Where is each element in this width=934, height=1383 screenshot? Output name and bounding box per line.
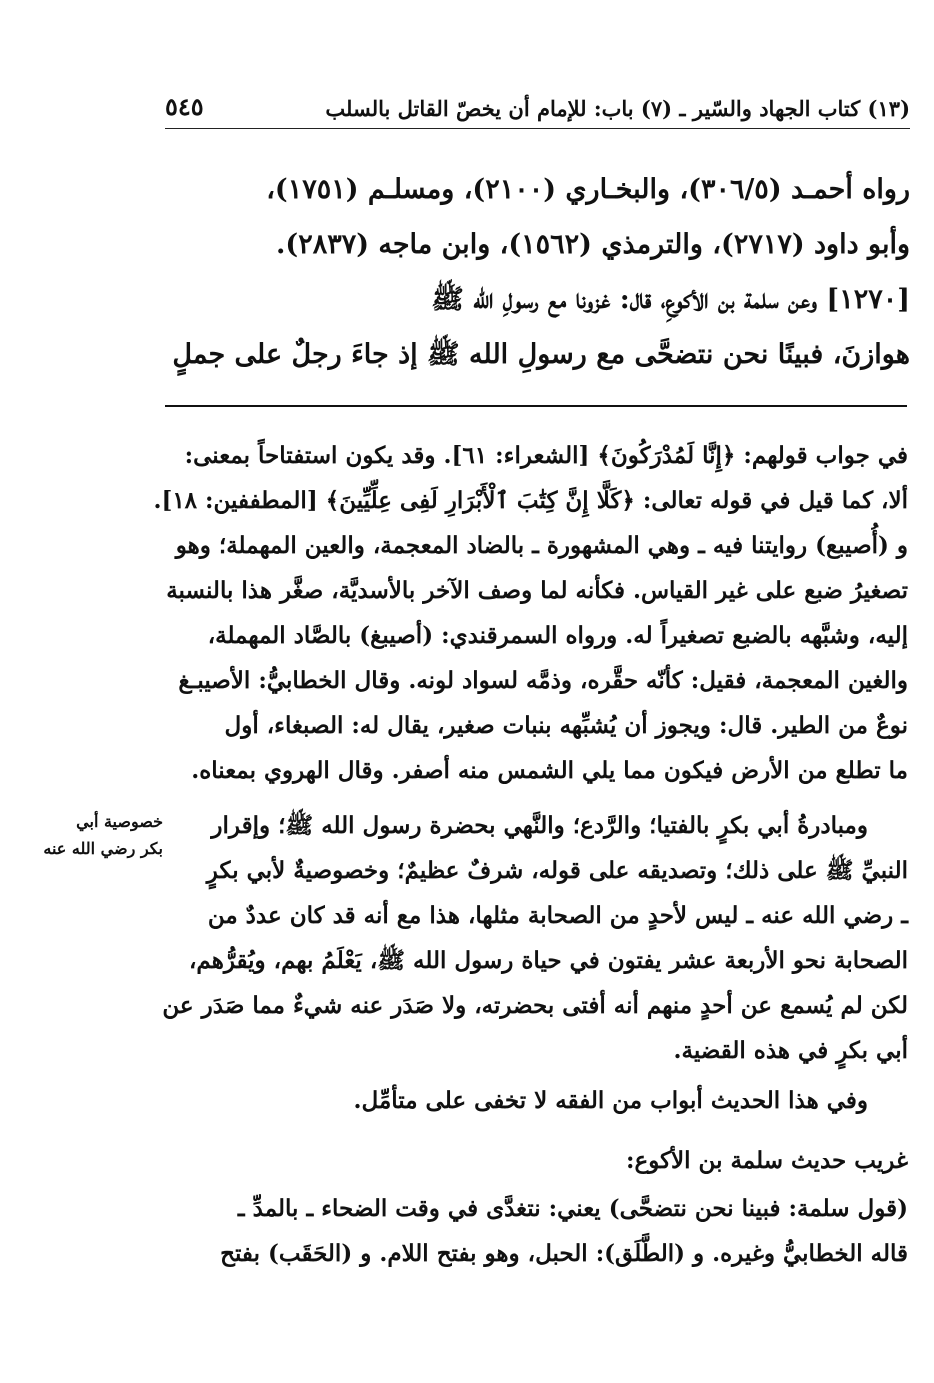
page-header [165,88,910,128]
commentary-paragraph-1 [153,433,908,793]
commentary-line: إليه، وشبَّهه بالضبع تصغيراً له. ورواه السمرقندي: (أصيبغ) بالصَّاد المهملة، [207,622,908,649]
commentary-line: و (أُصيبع) روايتنا فيه ـ وهي المشهورة ـ بالضاد المعجمة، والعين المهملة؛ وهو [175,532,908,559]
commentary-line: (قول سلمة: فبينا نحن نتضحَّى) يعني: نتغدَّى في وقت الضحاء ـ بالمدِّ ـ [237,1195,908,1222]
commentary-paragraph-3 [153,1078,908,1123]
commentary-line: تصغيرُ ضبع على غير القياس. فكأنه لما وصف الآخر بالأسديَّة، صغَّر هذا بالنسبة [166,577,908,604]
hadith-1270 [160,272,910,382]
commentary-line: في جواب قولهم: ﴿إِنَّا لَمُدْرَكُونَ﴾ [الشعراء: ٦١]. وقد يكون استفتاحاً بمعنى: [184,442,908,469]
commentary-line: لكن لم يُسمع عن أحدٍ منهم أنه أفتى بحضرته، ولا صَدَر عنه شيءٌ مما صَدَر عن [162,992,908,1019]
commentary-line: النبيِّ ﷺ على ذلك؛ وتصديقه على قوله، شرفٌ عظيمٌ؛ وخصوصيةٌ لأبي بكرٍ [206,857,908,884]
section-heading [153,1138,908,1183]
header-rule [165,128,910,129]
commentary-line: ألا، كما قيل في قوله تعالى: ﴿كَلَّا إِنَّ كِتَٰبَ ٱلْأَبْرَارِ لَفِى عِلِّيِّينَ﴾ [المطففين: ١٨]. [153,487,908,514]
commentary-paragraph-2 [163,803,908,1073]
commentary-line: ما تطلع من الأرض فيكون مما يلي الشمس منه أصفر. وقال الهروي بمعناه. [191,757,908,784]
margin-note [3,808,163,862]
heading-text: غريب حديث سلمة بن الأكوع: [626,1147,908,1174]
running-title: (١٣) كتاب الجهاد والسّير ـ (٧) باب: للإمام أن يخصّ القاتل بالسلب [325,96,910,121]
commentary-line: ـ رضي الله عنه ـ ليس لأحدٍ من الصحابة مثلها، هذا مع أنه قد كان عددٌ من [207,902,908,929]
commentary-line: وفي هذا الحديث أبواب من الفقه لا تخفى على متأمِّل. [353,1087,868,1114]
commentary-line: أبي بكرٍ في هذه القضية. [673,1037,908,1064]
margin-note-line: بكر رضي الله عنه [43,839,163,858]
page-number: ٥٤٥ [165,92,204,121]
hadith-line: [١٢٧٠] وعن سلمة بن الأكوعِ، قال: غزونا مع رسولِ الله ﷺ [431,284,910,315]
commentary-paragraph-4 [153,1186,908,1276]
margin-note-line: خصوصية أبي [76,812,163,831]
hadith-line: رواه أحمـد (٣٠٦/٥)، والبخـاري (٢١٠٠)، ومسلـم (١٧٥١)، [266,174,910,205]
commentary-line: نوعٌ من الطير. قال: ويجوز أن يُشبِّهه بنبات صغير، يقال له: الصبغاء، أول [224,712,908,739]
commentary-line: والغين المعجمة، فقيل: كأنّه حقَّره، وذمَّه لسواد لونه. وقال الخطابيُّ: الأصيبـغ [178,667,908,694]
hadith-text [160,162,910,272]
commentary-line: ومبادرةُ أبي بكرٍ بالفتيا؛ والرَّدع؛ والنَّهي بحضرة رسول الله ﷺ؛ وإقرار [211,812,868,839]
commentary-line: الصحابة نحو الأربعة عشر يفتون في حياة رسول الله ﷺ، يَعْلَمُ بهم، ويُقرُّهم، [188,947,908,974]
hadith-line: هوازنَ، فبينًا نحن نتضحَّى مع رسولِ الله ﷺ إذ جاءَ رجلٌ على جملٍ [172,339,910,370]
footnote-separator [165,405,907,407]
commentary-line: قاله الخطابيُّ وغيره. و (الطَّلَق): الحبل، وهو بفتح اللام. و (الحَقَب) بفتح [220,1240,908,1267]
hadith-line: وأبو داود (٢٧١٧)، والترمذي (١٥٦٢)، وابن ماجه (٢٨٣٧). [276,229,910,260]
